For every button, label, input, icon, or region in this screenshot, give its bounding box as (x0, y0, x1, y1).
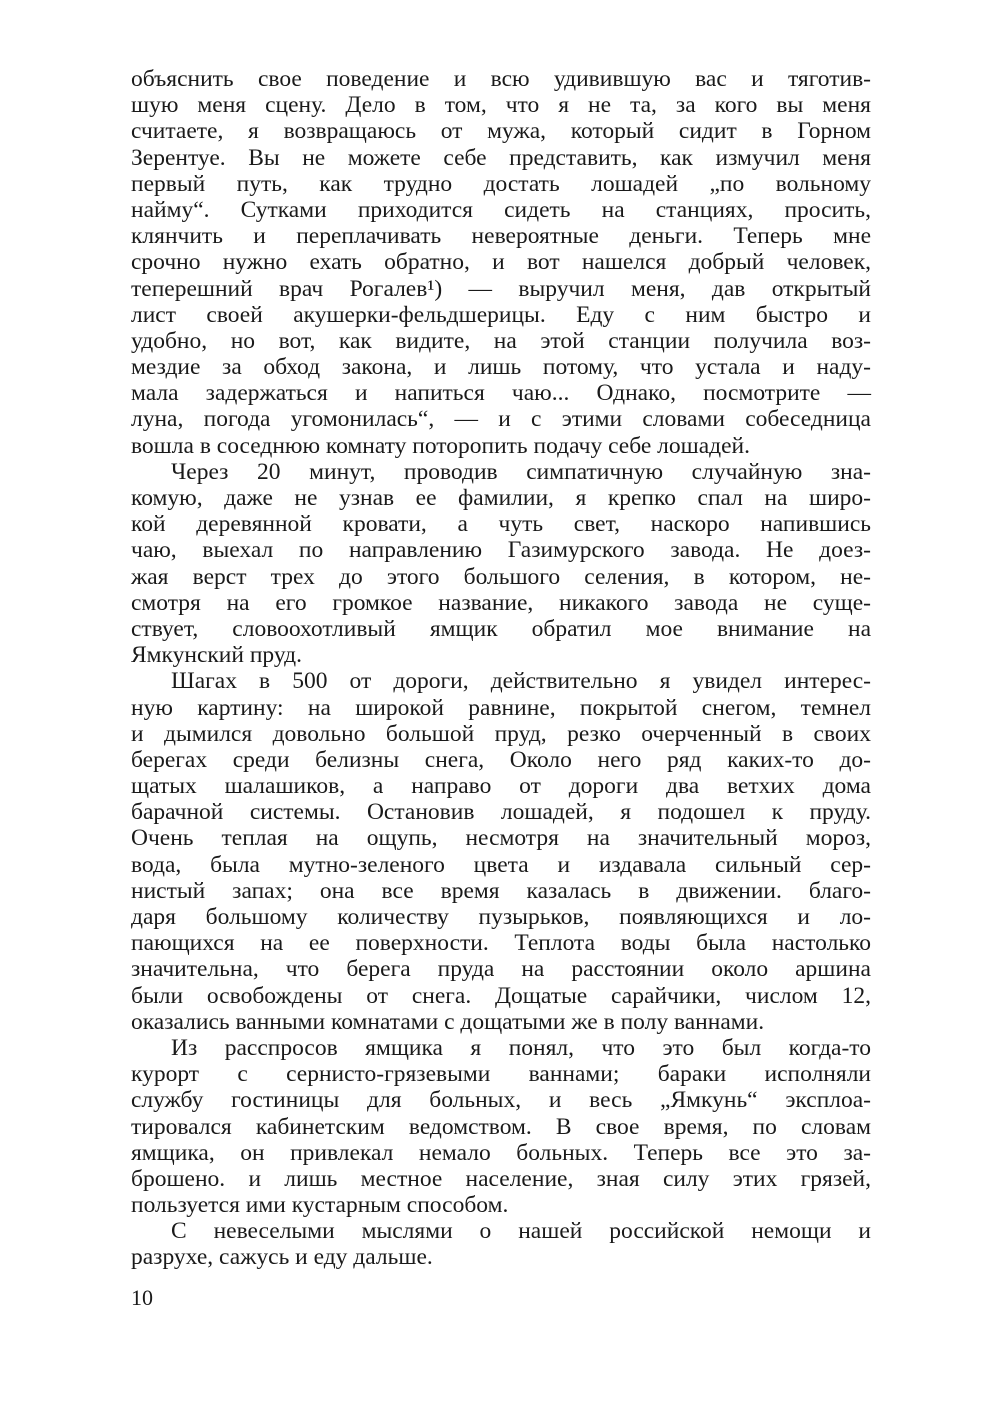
text-line: Зерентуе. Вы не можете себе представить, как измучил меня (131, 144, 871, 171)
text-line: нистый запах; она все время казалась в движении. благо- (131, 877, 871, 904)
text-line: Шагах в 500 от дороги, действительно я увидел интерес- (171, 668, 871, 695)
text-line: объяснить свое поведение и всю удивившую вас и тяготив- (131, 66, 871, 92)
text-line: Ямкунский пруд. (131, 642, 302, 669)
text-line: найму“. Сутками приходится сидеть на станциях, просить, (131, 196, 871, 223)
text-line: срочно нужно ехать обратно, и вот нашелся добрый человек, (131, 249, 871, 276)
text-line: С невеселыми мыслями о нашей российской немощи и (171, 1218, 871, 1245)
text-line: кой деревянной кровати, а чуть свет, наскоро напившись (131, 511, 871, 538)
paragraph (131, 1035, 871, 1218)
page-number: 10 (131, 1285, 153, 1310)
body-text (131, 66, 871, 1271)
text-line: значительна, что берега пруда на расстоянии около аршина (131, 956, 871, 983)
text-line: службу гостиницы для больных, и весь „Ямкунь“ эксплоа- (131, 1087, 871, 1114)
text-line: луна, погода угомонилась“, — и с этими словами собеседница (131, 406, 871, 433)
text-line: пающихся на ее поверхности. Теплота воды была настолько (131, 930, 871, 957)
text-line: ную картину: на широкой равнине, покрытой снегом, темнел (131, 694, 871, 721)
text-line: ствует, словоохотливый ямщик обратил мое внимание на (131, 615, 871, 642)
text-line: даря большому количеству пузырьков, появляющихся и ло- (131, 904, 871, 930)
text-line: тировался кабинетским ведомством. В свое время, по словам (131, 1113, 871, 1140)
text-line: первый путь, как трудно достать лошадей „по вольному (131, 170, 871, 197)
text-line: лист своей акушерки-фельдшерицы. Еду с ним быстро и (131, 301, 871, 328)
text-line: брошено. и лишь местное население, зная силу этих грязей, (131, 1165, 871, 1192)
text-line: считаете, я возвращаюсь от мужа, который сидит в Горном (131, 118, 871, 145)
text-line: чаю, выехал по направлению Газимурского завода. Не доез- (131, 537, 871, 564)
text-line: и дымился довольно большой пруд, резко очерченный в своих (131, 720, 871, 747)
text-line: курорт с сернисто-грязевыми ваннами; бараки исполняли (131, 1061, 871, 1088)
text-line: теперешний врач Рогалев¹) — выручил меня, дав открытый (131, 275, 871, 302)
text-line: вошла в соседнюю комнату поторопить подачу себе лошадей. (131, 432, 751, 459)
text-line: мала задержаться и напиться чаю... Однако, посмотрите — (131, 380, 871, 407)
text-line: были освобождены от снега. Дощатые сарайчики, числом 12, (131, 982, 871, 1009)
text-line: жая верст трех до этого большого селения, в котором, не- (131, 563, 871, 590)
text-line: удобно, но вот, как видите, на этой станции получила воз- (131, 327, 871, 354)
text-line: комую, даже не узнав ее фамилии, я крепко спал на широ- (131, 485, 871, 511)
text-line: вода, была мутно-зеленого цвета и издавала сильный сер- (131, 851, 871, 878)
paragraph (131, 668, 871, 1035)
paragraph (131, 459, 871, 669)
text-line: ямщика, он привлекал немало больных. Теперь все это за- (131, 1139, 871, 1166)
text-line: барачной системы. Остановив лошадей, я подошел к пруду. (131, 799, 871, 826)
text-line: шую меня сцену. Дело в том, что я не та, за кого вы меня (131, 92, 871, 119)
text-line: мездие за обход закона, и лишь потому, что устала и наду- (131, 354, 871, 381)
text-line: берегах среди белизны снега, Около него ряд каких-то до- (131, 746, 871, 773)
paragraph (131, 1218, 871, 1270)
text-line: клянчить и переплачивать невероятные деньги. Теперь мне (131, 223, 871, 250)
paragraph (131, 66, 871, 459)
text-line: смотря на его громкое название, никакого завода не суще- (131, 589, 871, 616)
text-line: Очень теплая на ощупь, несмотря на значительный мороз, (131, 825, 871, 852)
text-line: Из расспросов ямщика я понял, что это был когда-то (171, 1034, 871, 1061)
text-line: Через 20 минут, проводив симпатичную случайную зна- (171, 458, 871, 485)
text-line: разрухе, сажусь и еду дальше. (131, 1244, 433, 1271)
text-line: оказались ванными комнатами с дощатыми же в полу ваннами. (131, 1008, 765, 1035)
text-line: щатых шалашиков, а направо от дороги два ветхих дома (131, 773, 871, 800)
text-line: пользуется ими кустарным способом. (131, 1192, 509, 1219)
